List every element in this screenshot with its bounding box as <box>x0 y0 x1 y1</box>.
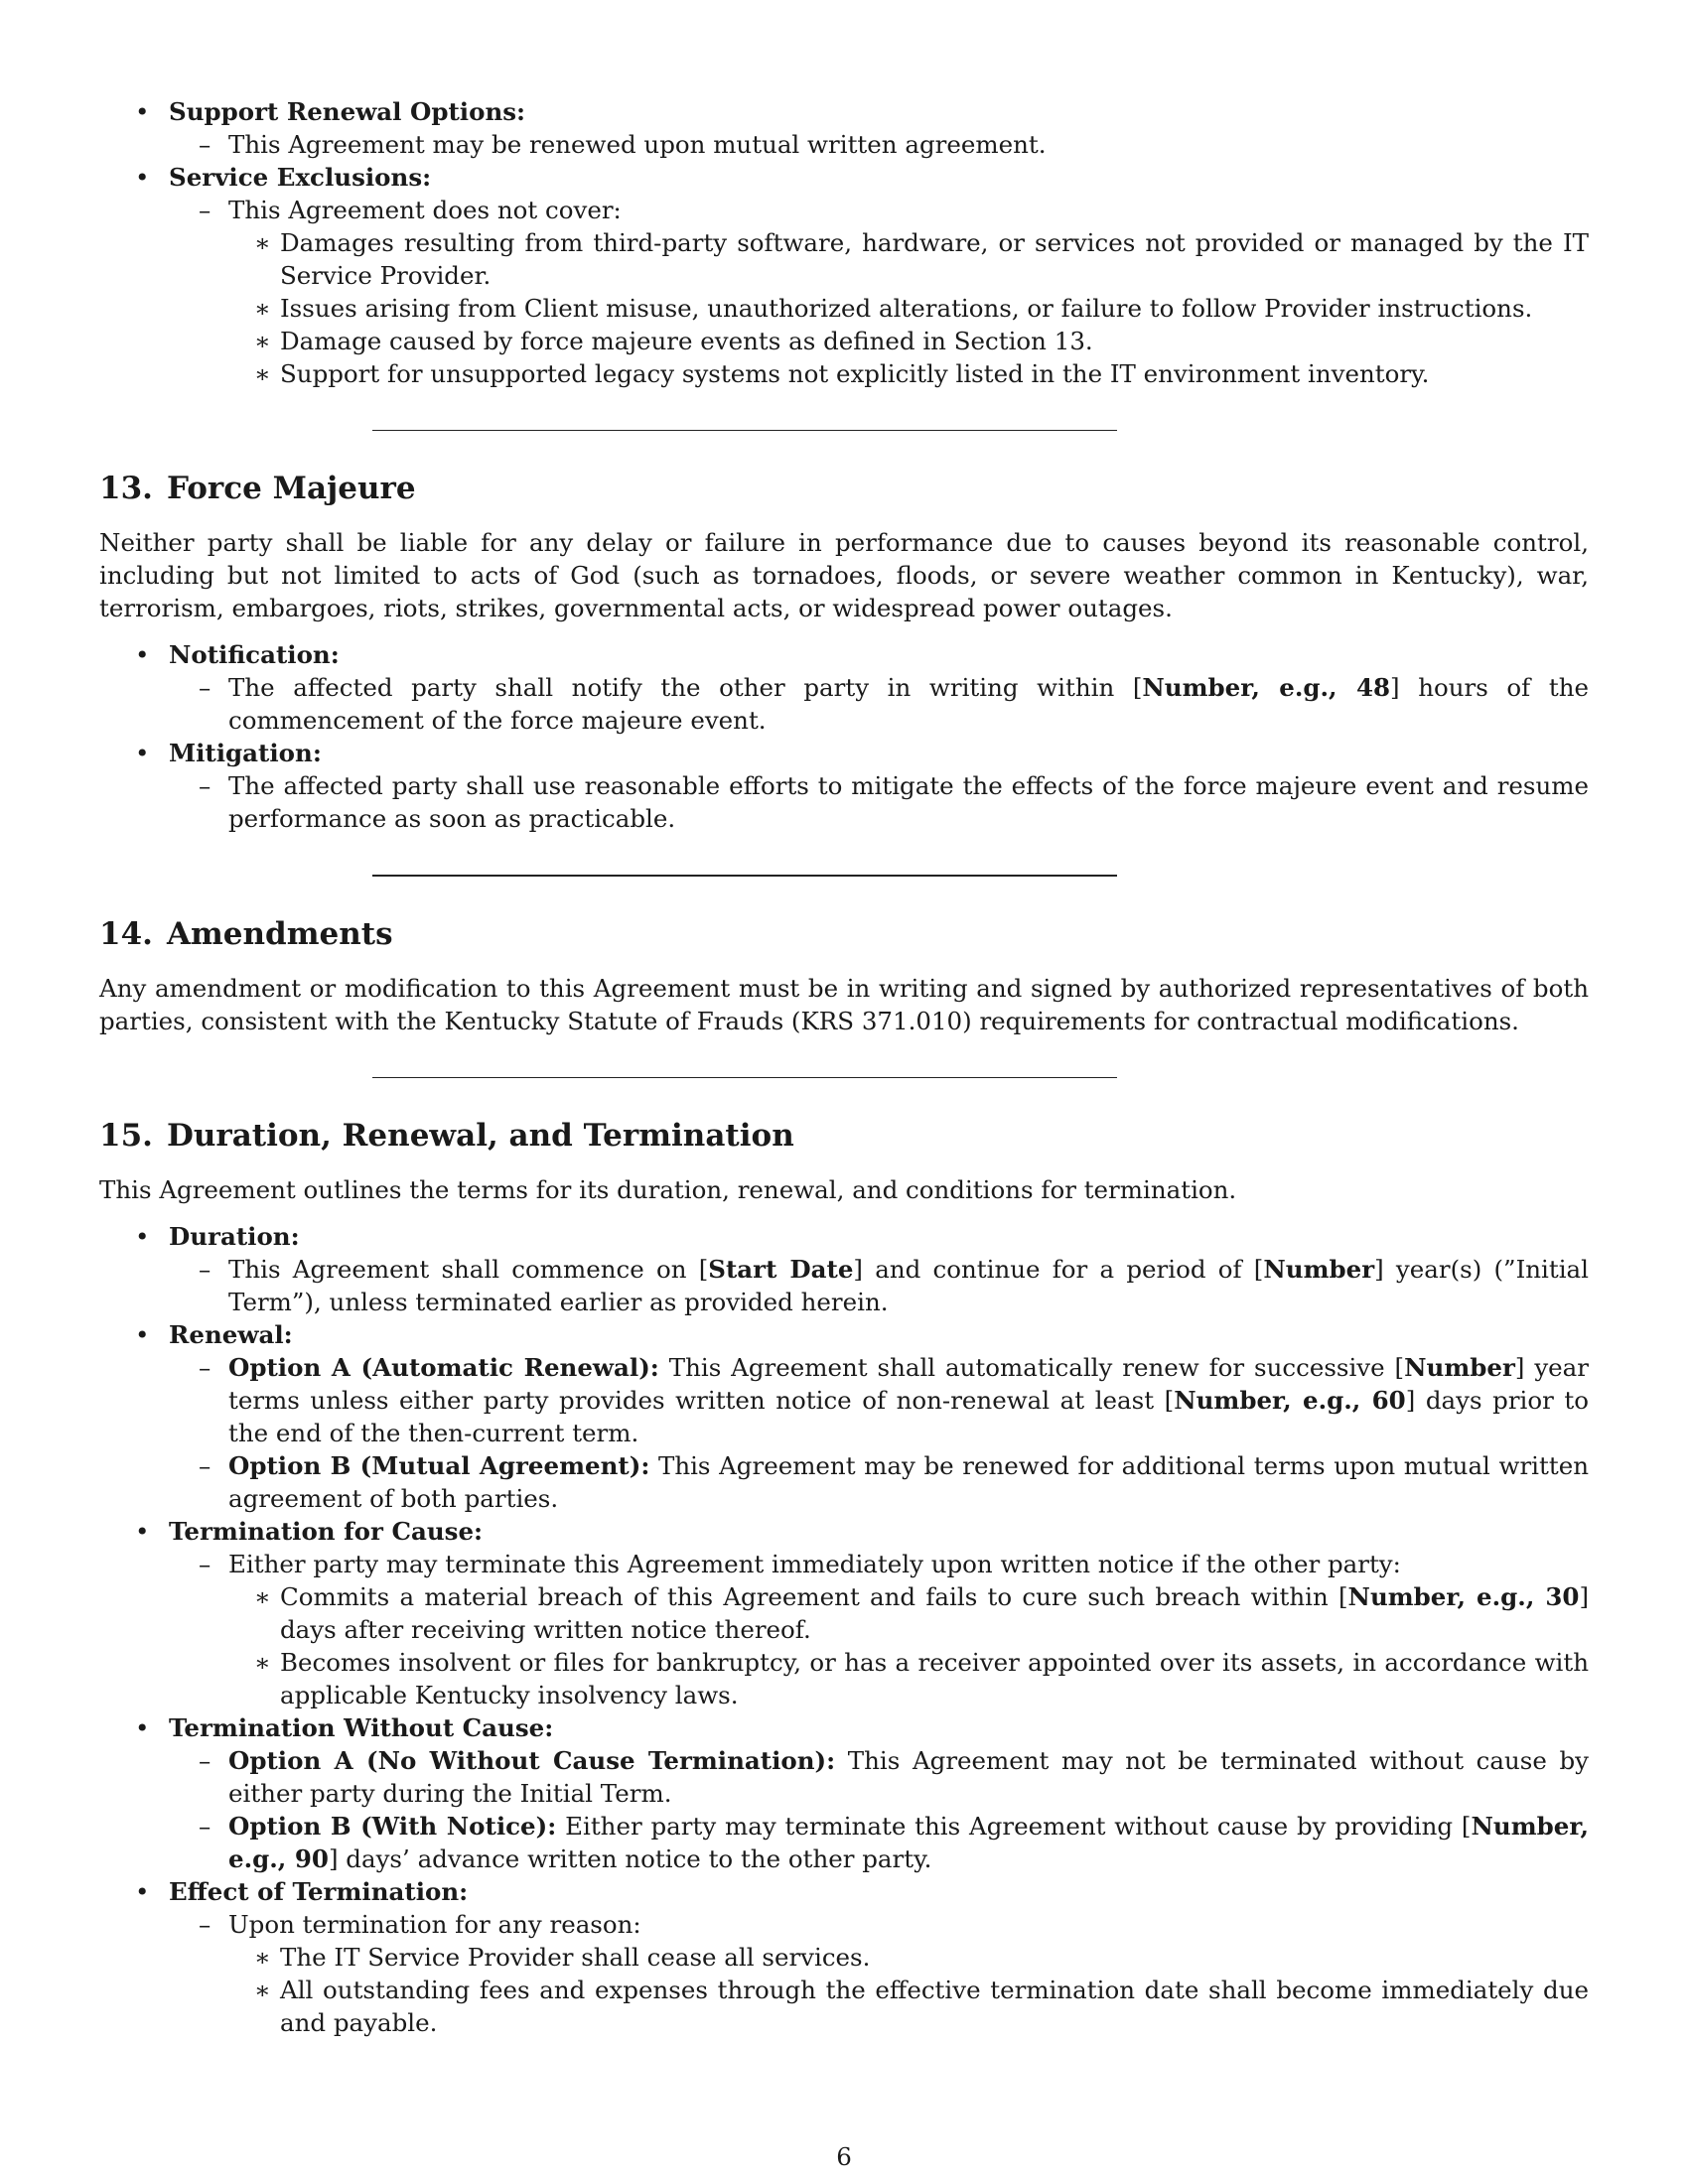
list-item <box>99 1220 1589 1318</box>
list-subitem: – Either party may terminate this Agreement immediately upon written notice if the other party: ∗ Commits a material breach of this Agreement and fails to cure such breach within [Number, e.g., 30] days after receiving written notice thereof. ∗ Becomes insolvent or files for bankruptcy, or has a receiver appointed over its assets, in accordance with applicable Kentucky insolvency laws. <box>169 1548 1589 1711</box>
list-item <box>99 737 1589 835</box>
list-subitem: – The affected party shall use reasonable efforts to mitigate the effects of the force majeure event and resume performance as soon as practicable. <box>169 769 1589 835</box>
list-subitem: – This Agreement does not cover: ∗ Damages resulting from third-party software, hardware, or services not provided or managed by the IT Service Provider. ∗ Issues arising from Client misuse, unauthorized alterations, or failure to follow Provider instructions. ∗ Damage caused by force majeure events as defined in Section 13. ∗ Support for unsupported legacy systems not explicitly listed in the IT environment inventory. <box>169 194 1589 390</box>
list-subitem: – Option B (With Notice): Either party may terminate this Agreement without cause by providing [Number, e.g., 90] days’ advance written notice to the other party. <box>169 1810 1589 1875</box>
item-heading: Service Exclusions: <box>169 163 432 192</box>
list-item <box>99 95 1589 161</box>
list-subitem: – Option B (Mutual Agreement): This Agreement may be renewed for additional terms upon mutual written agreement of both parties. <box>169 1449 1589 1515</box>
section-divider <box>372 430 1117 431</box>
list-item <box>99 1318 1589 1515</box>
list-subitem: – Option A (Automatic Renewal): This Agreement shall automatically renew for successive [Number] year terms unless either party provides written notice of non-renewal at least [Number, e.g., 60] days prior to the end of the then-current term. <box>169 1351 1589 1449</box>
section-15-heading: 15. Duration, Renewal, and Termination <box>99 1118 794 1154</box>
document-page <box>99 95 1589 2039</box>
item-heading: Duration: <box>169 1222 300 1251</box>
item-heading: Support Renewal Options: <box>169 97 526 126</box>
item-heading: Effect of Termination: <box>169 1877 469 1906</box>
list-item <box>99 638 1589 737</box>
list-subsubitem: ∗ All outstanding fees and expenses through the effective termination date shall become immediately due and payable. <box>228 1974 1589 2039</box>
list-subsubitem: ∗ Issues arising from Client misuse, unauthorized alterations, or failure to follow Provider instructions. <box>228 292 1589 325</box>
section-13-intro: Neither party shall be liable for any delay or failure in performance due to causes beyond its reasonable control, including but not limited to acts of God (such as tornadoes, floods, or severe weather common in Kentucky), war, terrorism, embargoes, riots, strikes, governmental acts, or widespread power outages. <box>99 528 1589 622</box>
section-divider <box>372 875 1117 877</box>
item-heading: Mitigation: <box>169 739 322 767</box>
list-subsubitem: ∗ Support for unsupported legacy systems not explicitly listed in the IT environment inventory. <box>228 357 1589 390</box>
list-subsubitem: ∗ Becomes insolvent or files for bankruptcy, or has a receiver appointed over its assets, in accordance with applicable Kentucky insolvency laws. <box>228 1646 1589 1711</box>
section-15-intro: This Agreement outlines the terms for its duration, renewal, and conditions for termination. <box>99 1175 1237 1204</box>
list-subitem: – This Agreement shall commence on [Start Date] and continue for a period of [Number] year(s) (”Initial Term”), unless terminated earlier as provided herein. <box>169 1253 1589 1318</box>
list-item <box>99 1515 1589 1711</box>
list-subsubitem: ∗ Commits a material breach of this Agreement and fails to cure such breach within [Number, e.g., 30] days after receiving written notice thereof. <box>228 1580 1589 1646</box>
list-subsubitem: ∗ The IT Service Provider shall cease all services. <box>228 1941 1589 1974</box>
list-subitem: – Option A (No Without Cause Termination): This Agreement may not be terminated without cause by either party during the Initial Term. <box>169 1744 1589 1810</box>
section-13-heading: 13. Force Majeure <box>99 471 416 506</box>
list-subitem: – The affected party shall notify the other party in writing within [Number, e.g., 48] hours of the commencement of the force majeure event. <box>169 671 1589 737</box>
section-14-text: Any amendment or modification to this Agreement must be in writing and signed by authorized representatives of both parties, consistent with the Kentucky Statute of Frauds (KRS 371.010) requirements for contractual modifications. <box>99 974 1589 1035</box>
list-item <box>99 1875 1589 2039</box>
continued-list <box>99 95 1589 390</box>
item-heading: Renewal: <box>169 1320 293 1349</box>
item-heading: Notification: <box>169 640 340 669</box>
list-subsubitem: ∗ Damage caused by force majeure events as defined in Section 13. <box>228 325 1589 357</box>
section-14-heading: 14. Amendments <box>99 916 393 952</box>
page-number: 6 <box>836 2142 852 2171</box>
list-item <box>99 1711 1589 1875</box>
section-15-list <box>99 1220 1589 2039</box>
list-subitem: – This Agreement may be renewed upon mutual written agreement. <box>169 128 1589 161</box>
list-subitem: – Upon termination for any reason: ∗ The IT Service Provider shall cease all services. ∗ All outstanding fees and expenses through the effective termination date shall become immediately due and payable. <box>169 1908 1589 2039</box>
section-13-list <box>99 638 1589 835</box>
section-divider <box>372 1077 1117 1078</box>
item-heading: Termination Without Cause: <box>169 1713 554 1742</box>
list-item <box>99 161 1589 390</box>
item-heading: Termination for Cause: <box>169 1517 484 1546</box>
list-subsubitem: ∗ Damages resulting from third-party software, hardware, or services not provided or managed by the IT Service Provider. <box>228 226 1589 292</box>
